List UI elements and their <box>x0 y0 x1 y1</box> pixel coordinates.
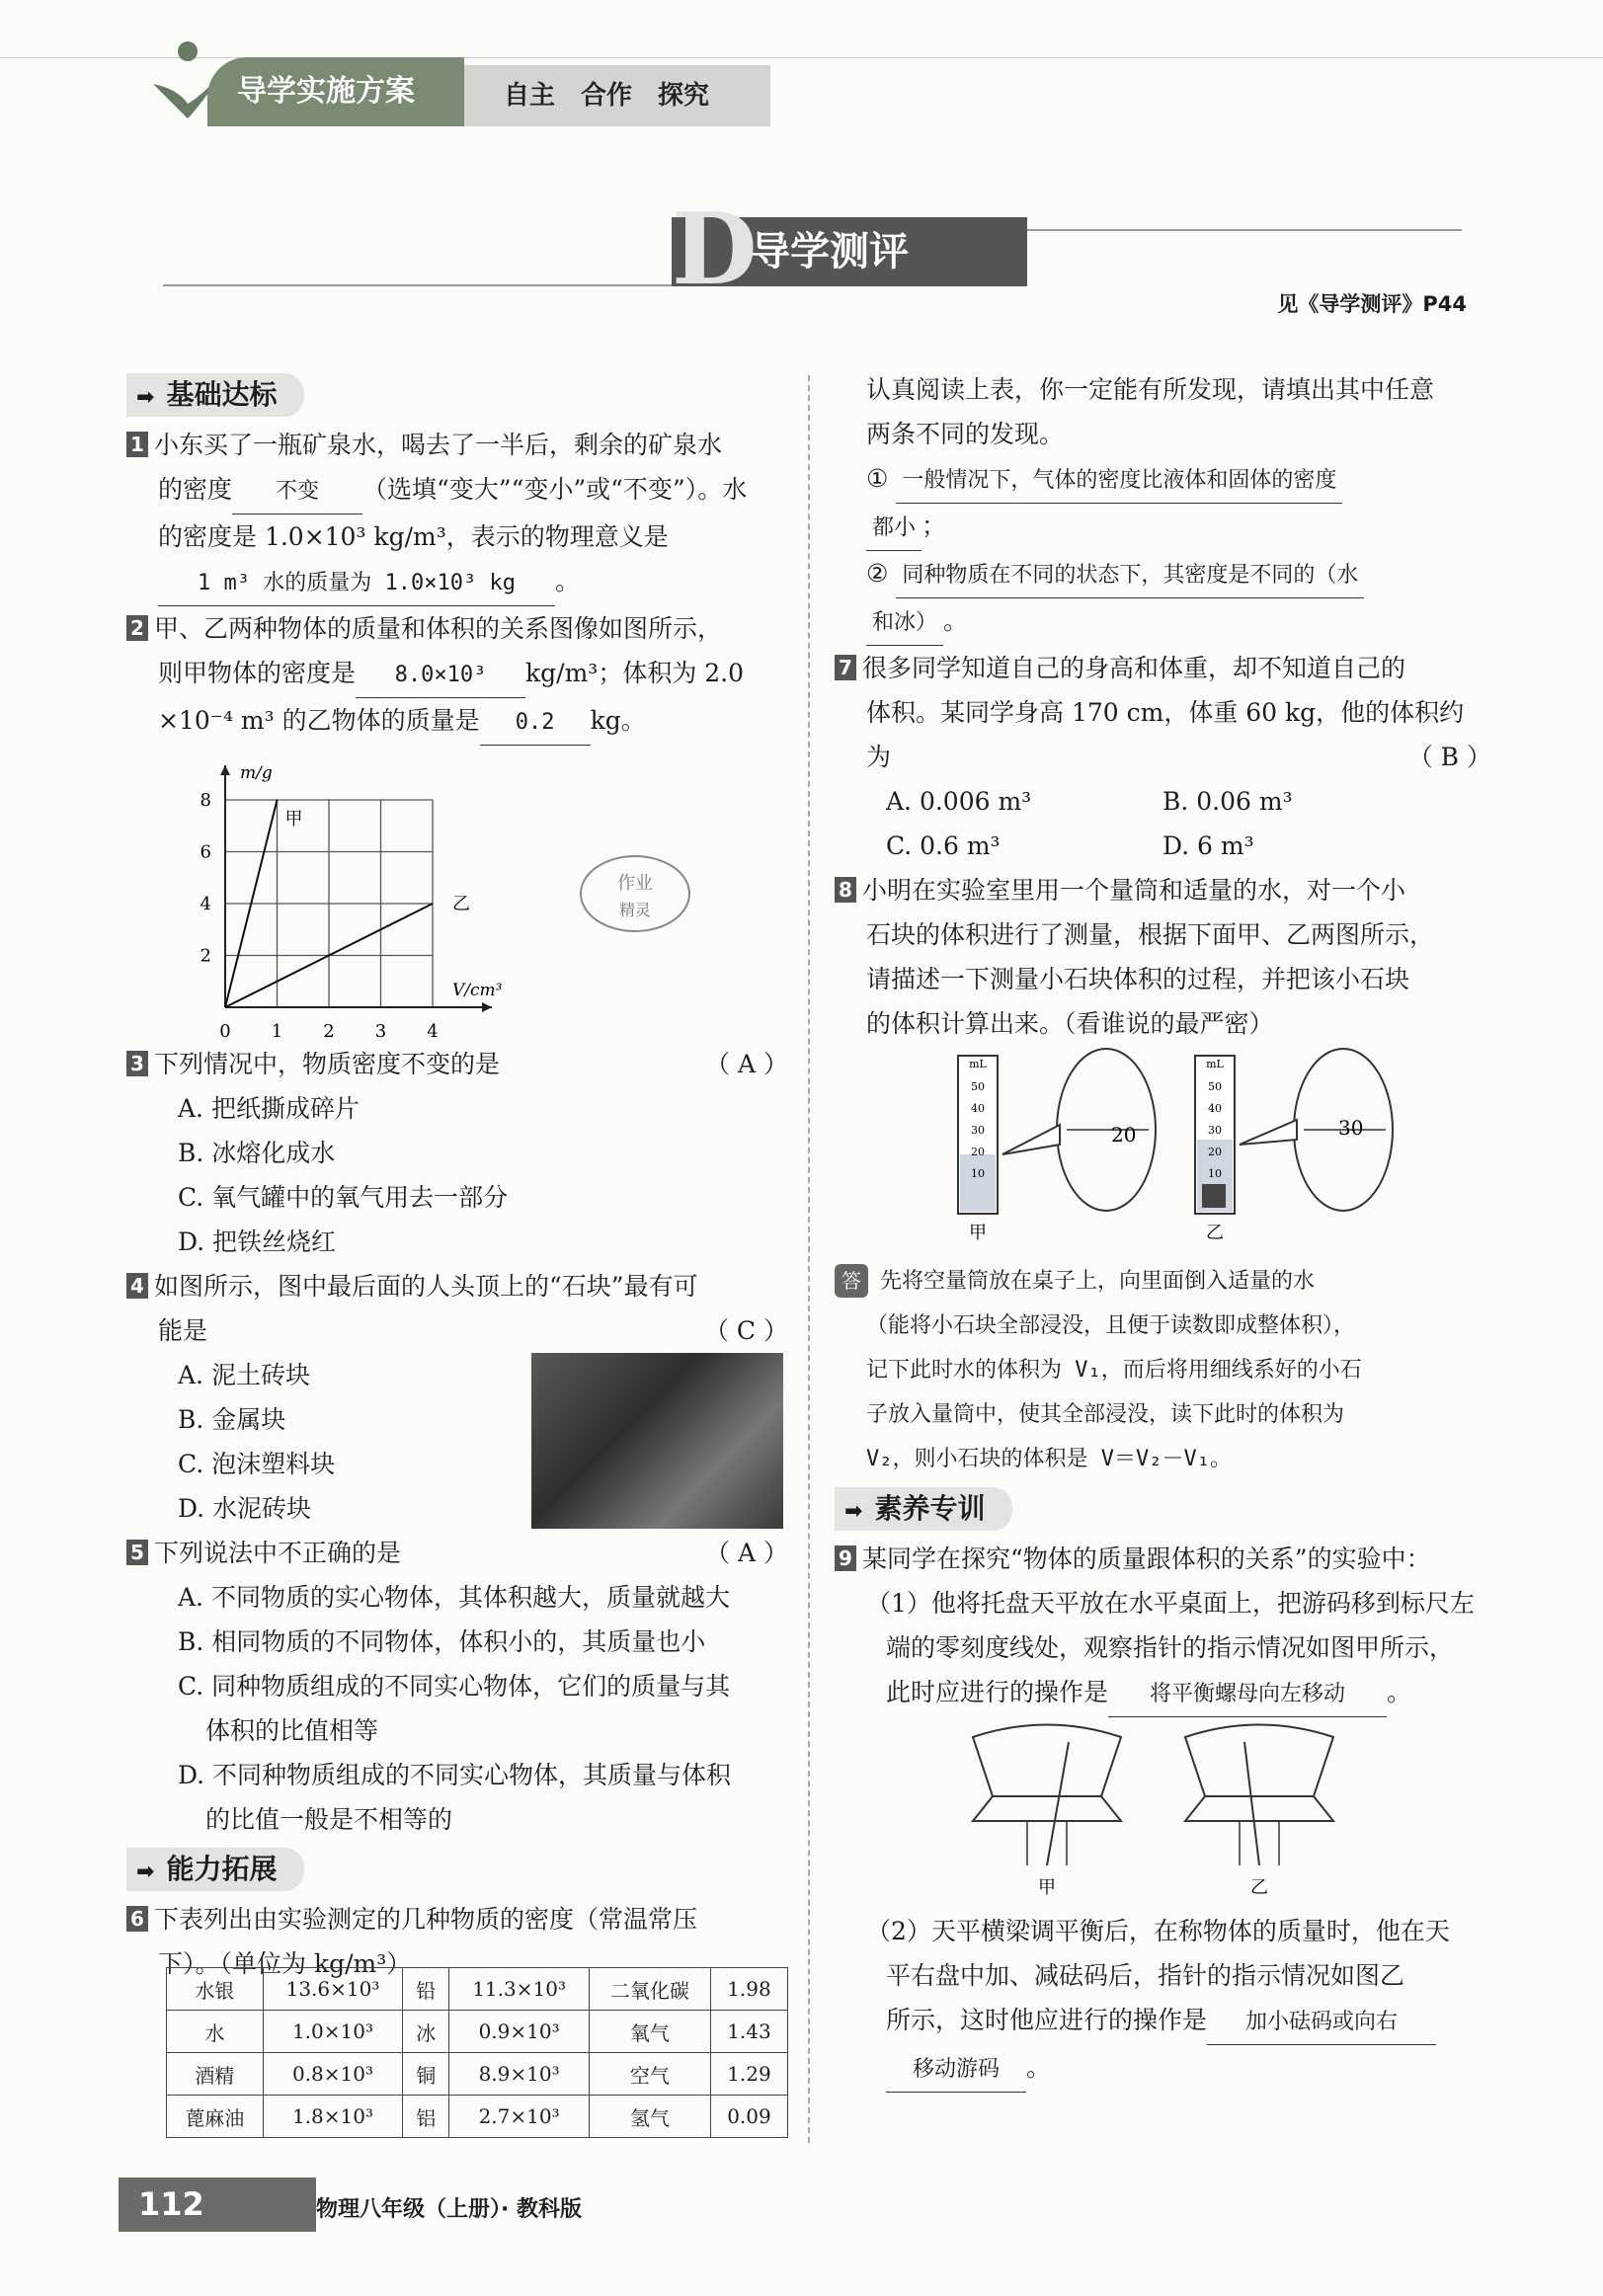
choice-answer: （ B ） <box>1407 743 1491 771</box>
option: A. 把纸撕成碎片 <box>178 1094 360 1123</box>
series-label: 甲 <box>284 809 303 830</box>
option: D. 把铁丝烧红 <box>178 1227 337 1256</box>
option: D. 6 m³ <box>1162 831 1254 860</box>
choice-answer: （ C ） <box>703 1316 788 1345</box>
scale-a <box>973 1725 1121 1896</box>
answer-blank: 加小砝码或向右 <box>1207 2000 1436 2045</box>
divider <box>163 284 706 286</box>
svg-text:10: 10 <box>1208 1167 1222 1180</box>
question-8: 8 小明在实验室里用一个量筒和适量的水，对一个小 <box>835 868 1491 912</box>
question-1: 1 小东买了一瓶矿泉水，喝去了一半后，剩余的矿泉水 <box>126 423 788 467</box>
option: C. 泡沫塑料块 <box>178 1450 336 1478</box>
option: A. 泥土砖块 <box>178 1361 310 1389</box>
svg-text:甲: 甲 <box>1038 1877 1056 1895</box>
svg-text:甲: 甲 <box>969 1223 987 1243</box>
svg-text:20: 20 <box>971 1146 985 1158</box>
x-tick-label: 0 <box>219 1021 231 1042</box>
svg-text:30: 30 <box>1338 1116 1364 1140</box>
svg-text:乙: 乙 <box>1206 1223 1224 1243</box>
x-axis-label: V/cm³ <box>452 981 503 1000</box>
book-title: 物理八年级（上册）· 教科版 <box>316 2197 583 2222</box>
svg-text:20: 20 <box>1208 1146 1222 1158</box>
density-table <box>166 1967 788 2138</box>
subsection-basic: ➡ 基础达标 <box>126 373 304 417</box>
svg-text:mL: mL <box>969 1058 987 1070</box>
option: C. 0.6 m³ <box>886 831 1001 860</box>
y-tick-label: 6 <box>200 841 211 863</box>
question-7: 7 很多同学知道自己的身高和体重，却不知道自己的 <box>835 646 1491 690</box>
balance-scales-figure <box>835 1717 1491 1895</box>
option: B. 0.06 m³ <box>1162 787 1293 816</box>
answer-blank: 8.0×10³ <box>356 653 525 698</box>
header-tagline: 自主 合作 探究 <box>464 65 770 126</box>
option: D. 不同种物质组成的不同实心物体，其质量与体积 <box>178 1761 732 1789</box>
y-tick-label: 2 <box>200 945 211 967</box>
subsection-literacy: ➡ 素养专训 <box>835 1487 1012 1531</box>
svg-text:乙: 乙 <box>1250 1877 1268 1895</box>
answer-blank: 1 m³ 水的质量为 1.0×10³ kg <box>158 561 555 606</box>
finding-1: ① 一般情况下，气体的密度比液体和固体的密度 <box>835 456 1491 504</box>
svg-text:40: 40 <box>1208 1102 1222 1115</box>
svg-text:作业: 作业 <box>617 873 653 894</box>
right-column: 认真阅读上表，你一定能有所发现，请填出其中任意 两条不同的发现。 ① 一般情况下，气体的密度比液体和固体的密度 都小 ； ② 同种物质在不同的状态下，其密度是不同的（水 和冰） 。 7 很多同学知道自己的身高和体重，却不知道自己的 体积。某同学身高 170 cm，体重 60 kg，他的体积约 为 （ B ） A. 0.006 m³ B. 0.06 m³ C. 0.6 m³ D. 6 m³ 8 小明在实验室里用一个量筒和适量的水，对一个小 石块的体积进行了测量，根据下面甲、乙两图所示， 请描述一下测量小石块体积的过程，并把该小石块 的体积计算出来。（看谁说的最严密） mL 50 40 30 20 10 20 甲 mL 50 40 30 20 10 30 乙 答 先将空量筒放在桌子上，向里面倒入适量的水 （能将小石块全部浸没，且便于读数即成整体积）， 记下此时水的体积为 V₁，而后将用细线系好的小石 子放入量筒中，使其全部浸没，读下此时的体积为 V₂，则小石块的体积是 V＝V₂－V₁。 ➡ 素养专训 9 某同学在探究“物体的质量跟体积的关系”的实验中： （1）他将托盘天平放在水平桌面上，把游码移到标尺左 端的零刻度线处，观察指针的指示情况如图甲所示， 此时应进行的操作是 将平衡螺母向左移动 。 甲 乙 （2）天平横梁调平衡后，在称物体的质量时，他在天 平右盘中加、减砝码后，指针的指示情况如图乙 所示，这时他应进行的操作是 加小砝码或向右 移动游码 。 <box>835 367 1491 2093</box>
cylinder-b <box>1195 1049 1393 1243</box>
x-tick-label: 2 <box>323 1021 335 1042</box>
svg-text:30: 30 <box>971 1124 985 1137</box>
section-title: 导学测评 <box>672 217 1027 286</box>
y-axis-label: m/g <box>240 763 273 783</box>
page-number: 112 <box>119 2177 316 2232</box>
subsection-ability: ➡ 能力拓展 <box>126 1848 304 1891</box>
table-row: 水银 13.6×10³ 铅 11.3×10³ 二氧化碳 1.98 <box>167 1968 788 2011</box>
svg-text:50: 50 <box>1208 1080 1222 1093</box>
column-divider <box>808 375 810 2143</box>
finding-2: ② 同种物质在不同的状态下，其密度是不同的（水 <box>835 551 1491 598</box>
answer-blank: 0.2 <box>480 700 591 746</box>
x-tick-label: 4 <box>427 1021 439 1042</box>
svg-text:40: 40 <box>971 1102 985 1115</box>
option: B. 金属块 <box>178 1405 286 1434</box>
table-row: 水 1.0×10³ 冰 0.9×10³ 氧气 1.43 <box>167 2011 788 2053</box>
choice-answer: （ A ） <box>705 1539 788 1567</box>
option: 体积的比值相等 <box>205 1716 379 1745</box>
answer-blank: 不变 <box>232 469 362 515</box>
section-letter: D <box>672 191 758 307</box>
series-title: 导学实施方案 <box>207 57 464 126</box>
answer-8: 答 先将空量筒放在桌子上，向里面倒入适量的水 <box>835 1257 1491 1304</box>
option: A. 0.006 m³ <box>886 787 1032 816</box>
option: D. 水泥砖块 <box>178 1494 312 1523</box>
answer-blank: 移动游码 <box>886 2047 1026 2093</box>
option: A. 不同物质的实心物体，其体积越大，质量就越大 <box>178 1583 730 1612</box>
table-row: 蓖麻油 1.8×10³ 铝 2.7×10³ 氢气 0.09 <box>167 2096 788 2138</box>
answer-blank: 将平衡螺母向左移动 <box>1108 1672 1387 1717</box>
question-3: 3 下列情况中，物质密度不变的是 （ A ） <box>126 1042 788 1086</box>
option: B. 冰熔化成水 <box>178 1139 336 1167</box>
scale-b <box>1185 1725 1333 1896</box>
series-label: 乙 <box>452 894 470 914</box>
svg-text:mL: mL <box>1206 1058 1224 1070</box>
svg-text:20: 20 <box>1111 1123 1137 1147</box>
workers-carrying-stones-photo <box>531 1353 783 1529</box>
option: C. 氧气罐中的氧气用去一部分 <box>178 1183 509 1212</box>
y-tick-label: 4 <box>200 894 211 914</box>
choice-answer: （ A ） <box>705 1050 788 1078</box>
left-column: ➡ 基础达标 1 小东买了一瓶矿泉水，喝去了一半后，剩余的矿泉水 的密度 不变 （选填“变大”“变小”或“不变”）。水 的密度是 1.0×10³ kg/m³，表示的物理意义是 1 m³ 水的质量为 1.0×10³ kg 。 2 甲、乙两种物体的质量和体积的关系图像如图所示， 则甲物体的密度是 8.0×10³ kg/m³；体积为 2.0 ×10⁻⁴ m³ 的乙物体的质量是 0.2 kg。 0 1 2 3 4 2 4 6 8 m/g V/cm³ 甲 乙 作业 精灵 3 下列情况中，物质密度不变的是 （ A ） A. 把纸撕成碎片 B. 冰熔化成水 C. 氧气罐中的氧气用去一部分 D. 把铁丝烧红 4 如图所示，图中最后面的人头顶上的“石块”最有可 能是 （ C ） A. 泥土砖块 B. 金属块 C. 泡沫塑料块 D. 水泥砖块 5 下列说法中不正确的是 （ A ） A. 不同物质的实心物体，其体积越大，质量就越大 B. 相同物质的不同物体，体积小的，其质量也小 C. 同种物质组成的不同实心物体，它们的质量与其 体积的比值相等 D. 不同种物质组成的不同实心物体，其质量与体积 的比值一般是不相等的 ➡ 能力拓展 6 下表列出由实验测定的几种物质的密度（常温常压 下）。（单位为 kg/m³） <box>126 367 788 1986</box>
y-tick-label: 8 <box>200 790 211 811</box>
question-4: 4 如图所示，图中最后面的人头顶上的“石块”最有可 <box>126 1264 788 1308</box>
svg-text:50: 50 <box>971 1080 985 1093</box>
cylinder-a <box>958 1049 1156 1243</box>
option: C. 同种物质组成的不同实心物体，它们的质量与其 <box>178 1672 731 1701</box>
x-tick-label: 1 <box>271 1021 283 1042</box>
graduated-cylinders-figure <box>835 1046 1491 1243</box>
question-9: 9 某同学在探究“物体的质量跟体积的关系”的实验中： <box>835 1537 1491 1581</box>
x-axis-arrow-icon <box>482 1002 492 1012</box>
question-2: 2 甲、乙两种物体的质量和体积的关系图像如图所示， <box>126 606 788 651</box>
svg-text:30: 30 <box>1208 1124 1222 1137</box>
x-tick-label: 3 <box>374 1021 387 1042</box>
watermark-stamp-icon <box>571 844 699 943</box>
table-row: 酒精 0.8×10³ 铜 8.9×10³ 空气 1.29 <box>167 2053 788 2096</box>
option: 的比值一般是不相等的 <box>205 1805 453 1834</box>
question-6: 6 下表列出由实验测定的几种物质的密度（常温常压 <box>126 1897 788 1941</box>
svg-text:10: 10 <box>971 1167 985 1180</box>
divider <box>1027 229 1462 231</box>
option: B. 相同物质的不同物体，体积小的，其质量也小 <box>178 1627 706 1656</box>
y-axis-arrow-icon <box>220 765 230 775</box>
section-reference: 见《导学测评》P44 <box>1277 292 1467 316</box>
svg-text:精灵: 精灵 <box>618 901 652 919</box>
question-5: 5 下列说法中不正确的是 （ A ） <box>126 1531 788 1575</box>
